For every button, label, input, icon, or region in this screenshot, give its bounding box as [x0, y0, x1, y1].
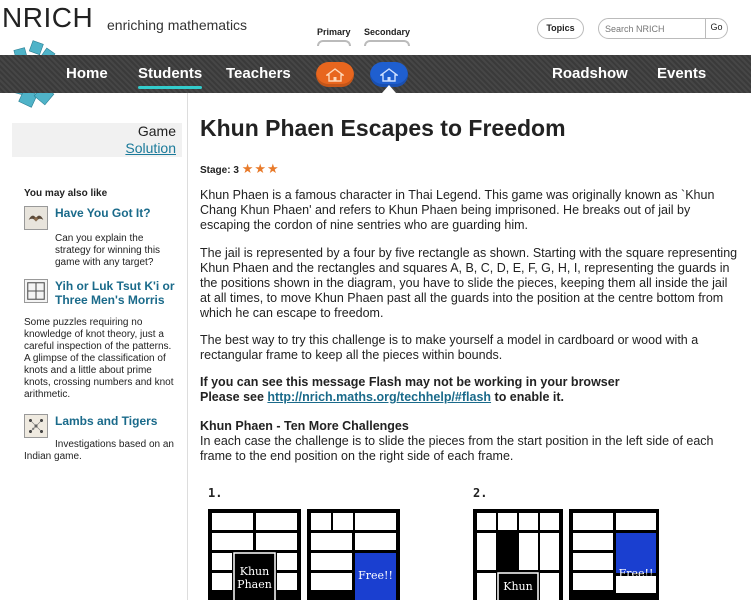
flash-help-link[interactable]: http://nrich.maths.org/techhelp/#flash [267, 390, 492, 404]
related-description: Some puzzles requiring no knowledge of knot theory, just a careful inspection of the patterns. A glimpse of the classification of knots and a little about prime knots, crossing numbers and knot arithmetic. [24, 317, 174, 400]
section-text: In each case the challenge is to slide the pieces from the start position in the left side of each frame to the end position on the right side of each frame. [200, 434, 714, 463]
rules-paragraph: The jail is represented by a four by five rectangle as shown. Starting with the square representing Khun Phaen and the rectangles and squares A, B, C, D, E, F, G, H, I, representing the guards in the positions shown in the diagram, you have to slide the pieces, keeping them all inside the jail at all times, to move Khun Phaen past all the guards into the position at the centre bottom from which he can escape to freedom. [200, 246, 738, 320]
resource-type-box [12, 123, 182, 157]
page-title: Khun Phaen Escapes to Freedom [200, 115, 566, 141]
stage-label: Stage: 3 [200, 165, 239, 176]
nav-home[interactable]: Home [66, 65, 108, 82]
nav-students[interactable]: Students [138, 65, 202, 89]
search-form [598, 18, 728, 39]
search-go-button[interactable]: Go [705, 18, 727, 39]
related-item[interactable] [24, 414, 179, 464]
related-title[interactable]: Have You Got It? [55, 206, 151, 220]
free-target-piece: Free!! [618, 567, 654, 580]
house-icon [326, 68, 344, 82]
section-heading: Khun Phaen - Ten More Challenges [200, 419, 409, 433]
tab-secondary-label: Secondary [364, 27, 411, 37]
intro-paragraph: Khun Phaen is a famous character in Thai Legend. This game was originally known as `Khun Chang Khun Phaen' and refers to Khun Phaen being imprisoned. He breaks out of jail by escaping the cordon of nine sentries who are guarding him. [200, 188, 715, 232]
free-target-piece: Free!! [358, 569, 393, 582]
active-section-pointer [382, 85, 396, 93]
primary-home-button[interactable] [316, 62, 354, 87]
flash-suffix: to enable it. [491, 390, 564, 404]
tab-primary-bracket [317, 40, 351, 46]
tab-secondary-bracket [364, 40, 410, 46]
related-title[interactable]: Yih or Luk Tsut K'i or Three Men's Morris [55, 279, 175, 307]
secondary-home-button[interactable] [370, 62, 408, 87]
piece-label-phaen: Phaen [237, 578, 272, 591]
tip-paragraph: The best way to try this challenge is to make yourself a model in cardboard or wood with a rectangular frame to keep all the pieces within bounds. [200, 333, 699, 362]
dots-board-icon [24, 414, 48, 438]
tab-secondary[interactable] [364, 27, 410, 46]
topics-button[interactable]: Topics [537, 18, 584, 39]
site-tagline: enriching mathematics [107, 17, 248, 33]
nav-roadshow[interactable]: Roadshow [552, 65, 628, 82]
house-icon [380, 68, 398, 82]
flash-prefix: Please see [200, 390, 268, 404]
bird-icon [24, 206, 48, 230]
nav-events[interactable]: Events [657, 65, 707, 82]
also-like-heading: You may also like [24, 188, 108, 199]
khun-phaen-piece [234, 565, 275, 591]
main-navbar [0, 55, 751, 93]
nav-teachers[interactable]: Teachers [226, 65, 291, 82]
star-rating-icon: ★★★ [241, 161, 280, 176]
stage-indicator [200, 161, 280, 177]
search-input[interactable] [599, 19, 705, 38]
related-description: Can you explain the strategy for winning this game with any target? [55, 233, 161, 268]
flash-warning-line1: If you can see this message Flash may not be working in your browser [200, 375, 620, 389]
khun-phaen-piece: Khun [503, 580, 533, 593]
related-description: Investigations based on an Indian game. [24, 439, 174, 462]
grid-board-icon [24, 279, 48, 303]
diagram-number: 1. [208, 486, 223, 500]
piece-label-khun: Khun [239, 565, 270, 578]
sidebar [0, 93, 188, 600]
diagram-number: 2. [473, 486, 488, 500]
tab-primary[interactable] [317, 27, 351, 46]
related-title[interactable]: Lambs and Tigers [55, 414, 158, 428]
solution-link[interactable]: Solution [125, 140, 176, 156]
site-logo[interactable]: NRICH [2, 2, 94, 33]
resource-type-label: Game [137, 123, 176, 139]
tab-primary-label: Primary [317, 27, 351, 37]
related-item[interactable] [24, 279, 179, 409]
related-item[interactable] [24, 206, 179, 276]
flash-warning-line2 [200, 390, 564, 405]
